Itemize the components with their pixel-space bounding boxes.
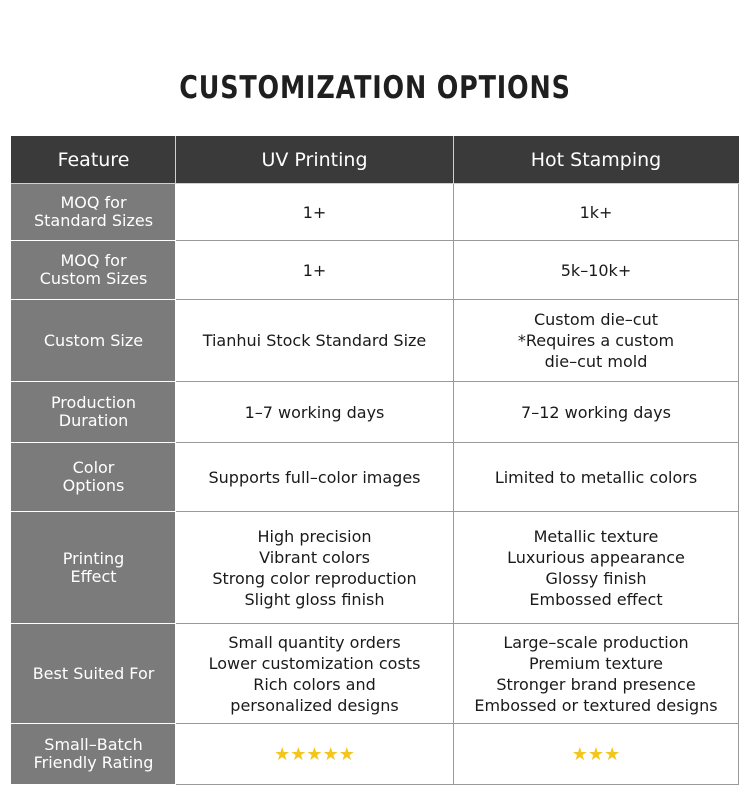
uv-value: High precision xyxy=(257,526,372,546)
uv-value: Slight gloss finish xyxy=(244,589,385,609)
hot-value: Premium texture xyxy=(528,653,664,673)
header-feature: Feature xyxy=(12,137,176,184)
uv-value-cell xyxy=(176,300,454,382)
feature-text: Duration xyxy=(58,411,129,430)
feature-cell xyxy=(12,443,176,512)
hot-value-cell xyxy=(454,382,739,443)
hot-value: Embossed effect xyxy=(529,589,663,609)
hot-value-cell xyxy=(454,241,739,300)
hot-star-rating xyxy=(572,744,620,765)
uv-value: 1+ xyxy=(302,202,327,222)
comparison-table xyxy=(11,136,739,785)
star-icon: ★ xyxy=(338,743,355,765)
header-uv-printing: UV Printing xyxy=(176,137,454,184)
feature-text: Standard Sizes xyxy=(33,211,154,230)
table-row xyxy=(12,241,739,300)
hot-value: *Requires a custom xyxy=(517,331,675,350)
uv-value: Supports full–color images xyxy=(208,467,421,487)
hot-value-cell xyxy=(454,624,739,724)
uv-value: Small quantity orders xyxy=(228,632,401,652)
uv-value: Lower customization costs xyxy=(208,653,421,673)
star-icon: ★ xyxy=(571,743,588,765)
star-icon: ★ xyxy=(290,743,307,765)
uv-value-cell xyxy=(176,184,454,241)
feature-text: Production xyxy=(50,393,137,412)
feature-cell xyxy=(12,184,176,241)
hot-rating-cell xyxy=(454,724,739,785)
hot-value-cell xyxy=(454,300,739,382)
hot-value: Embossed or textured designs xyxy=(474,695,718,715)
feature-text: MOQ for xyxy=(60,193,127,212)
hot-value: Metallic texture xyxy=(533,526,659,546)
hot-value: 1k+ xyxy=(579,202,613,222)
hot-value: Glossy finish xyxy=(545,568,647,588)
uv-value: Strong color reproduction xyxy=(212,568,417,588)
hot-value: Large–scale production xyxy=(503,632,689,652)
uv-value-cell xyxy=(176,443,454,512)
feature-text: Best Suited For xyxy=(32,663,155,683)
uv-rating-cell xyxy=(176,724,454,785)
star-icon: ★ xyxy=(322,743,339,765)
uv-value-cell xyxy=(176,382,454,443)
uv-value: personalized designs xyxy=(230,695,399,715)
feature-text: MOQ for xyxy=(60,251,127,270)
hot-value: 7–12 working days xyxy=(521,402,671,422)
feature-text: Color xyxy=(72,458,115,477)
feature-cell xyxy=(12,241,176,300)
table-row xyxy=(12,184,739,241)
header-row xyxy=(12,137,739,184)
feature-cell xyxy=(12,512,176,624)
uv-value: Vibrant colors xyxy=(259,547,370,567)
feature-text: Small–Batch xyxy=(44,735,143,754)
hot-value: 5k–10k+ xyxy=(560,260,632,280)
feature-cell xyxy=(12,382,176,443)
feature-text: Effect xyxy=(70,566,117,586)
star-icon: ★ xyxy=(587,743,605,765)
hot-value-cell xyxy=(454,512,739,624)
table-row xyxy=(12,443,739,512)
uv-value-cell xyxy=(176,624,454,724)
uv-value-cell xyxy=(176,512,454,624)
table-row xyxy=(12,512,739,624)
star-icon: ★ xyxy=(306,743,323,765)
uv-star-rating xyxy=(274,744,355,765)
feature-cell xyxy=(12,300,176,382)
table-row xyxy=(12,724,739,785)
feature-text: Printing xyxy=(62,548,125,568)
page-title: CUSTOMIZATION OPTIONS xyxy=(179,70,571,106)
hot-value: Stronger brand presence xyxy=(496,674,696,694)
uv-value: Rich colors and xyxy=(253,674,376,694)
uv-value: 1+ xyxy=(302,260,327,280)
feature-cell xyxy=(12,624,176,724)
star-icon: ★ xyxy=(274,743,291,765)
uv-value: 1–7 working days xyxy=(244,402,385,422)
header-hot-stamping: Hot Stamping xyxy=(454,137,739,184)
table-row xyxy=(12,624,739,724)
hot-value: die–cut mold xyxy=(544,352,648,371)
feature-text: Friendly Rating xyxy=(33,753,154,772)
hot-value: Limited to metallic colors xyxy=(494,467,698,487)
hot-value-cell xyxy=(454,184,739,241)
feature-text: Options xyxy=(62,476,125,495)
uv-value-cell xyxy=(176,241,454,300)
uv-value: Tianhui Stock Standard Size xyxy=(202,331,427,350)
table-row xyxy=(12,382,739,443)
table-row xyxy=(12,300,739,382)
hot-value-cell xyxy=(454,443,739,512)
feature-text: Custom Size xyxy=(43,330,144,350)
star-icon: ★ xyxy=(604,743,621,765)
feature-cell xyxy=(12,724,176,785)
hot-value: Luxurious appearance xyxy=(507,547,685,567)
hot-value: Custom die–cut xyxy=(533,310,659,329)
feature-text: Custom Sizes xyxy=(39,269,148,288)
